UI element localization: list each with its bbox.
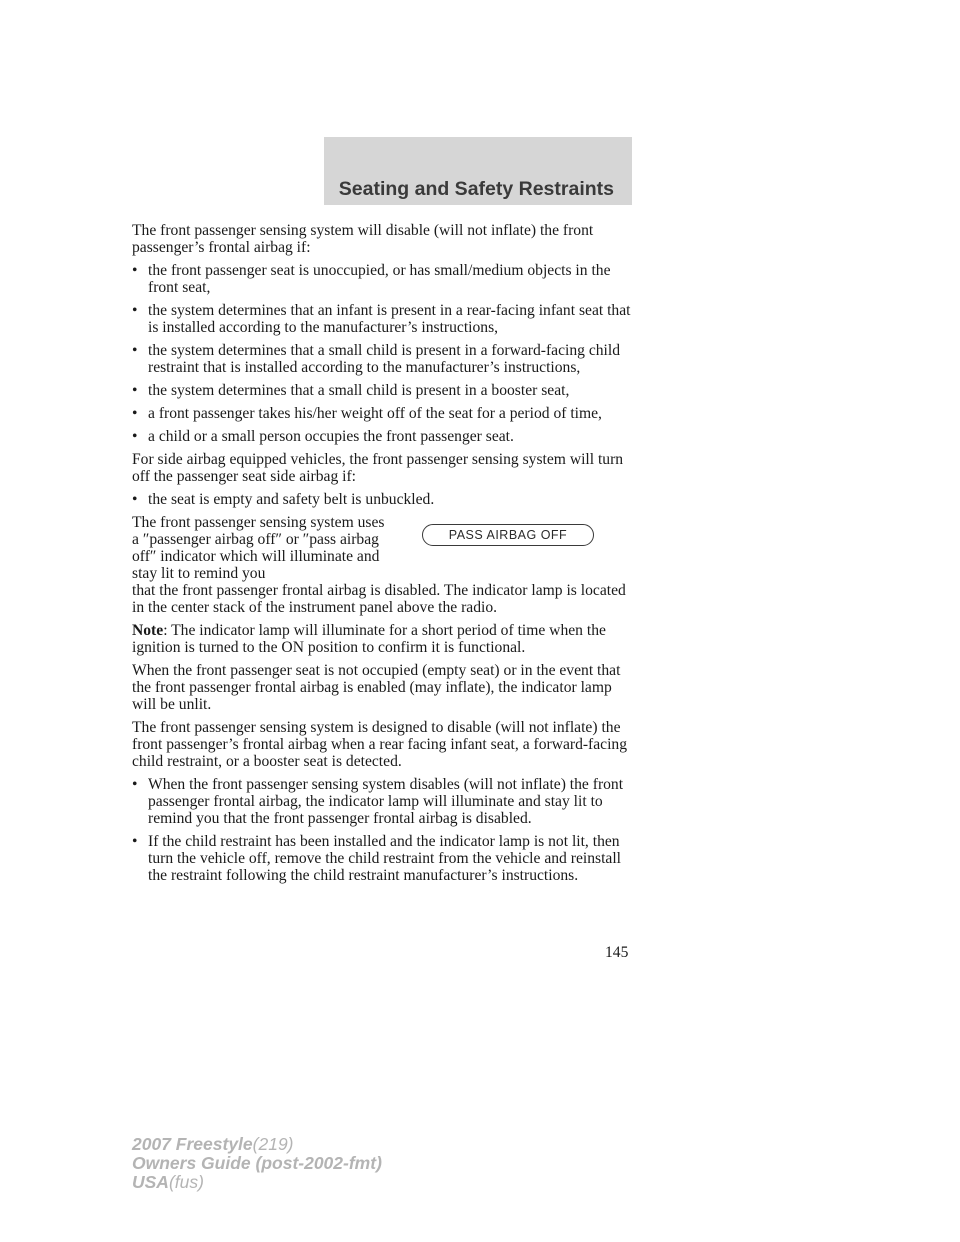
- page-number: 145: [605, 944, 629, 961]
- unlit-paragraph: When the front passenger seat is not occupied (empty seat) or in the event that the front passenger frontal airbag is enabled (may inflate), the indicator lamp will be unlit.: [132, 662, 621, 713]
- list-item: • the system determines that an infant is present in a rear-facing infant seat that is installed according to the manufacturer’s instructions,: [132, 302, 631, 336]
- footer-line-guide: Owners Guide (post-2002-fmt): [132, 1153, 382, 1173]
- pass-airbag-off-indicator-icon: PASS AIRBAG OFF: [422, 524, 594, 546]
- document-footer: [132, 1135, 382, 1192]
- bullet-icon: •: [132, 491, 138, 508]
- indicator-lamp-text: The front passenger sensing system uses a ″passenger airbag off″ or ″pass airbag off″ indicator which will illuminate and stay lit to remind you: [132, 514, 385, 582]
- note-text: : The indicator lamp will illuminate for a short period of time when the ignition is turned to the ON position to confirm it is functional.: [132, 622, 606, 656]
- list-item: • the front passenger seat is unoccupied, or has small/medium objects in the front seat,: [132, 262, 611, 296]
- indicator-lamp-paragraph: [132, 514, 637, 616]
- bullet-icon: •: [132, 342, 138, 359]
- section-title: Seating and Safety Restraints: [338, 178, 614, 200]
- guidance-list: [132, 776, 637, 884]
- note-label: Note: [132, 622, 164, 639]
- list-item: • When the front passenger sensing system disables (will not inflate) the front passenger frontal airbag, the indicator lamp will illuminate and stay lit to remind you that the front passenger frontal airbag is disabled.: [132, 776, 624, 827]
- footer-line-model: 2007 Freestyle(219): [132, 1134, 294, 1154]
- design-paragraph: The front passenger sensing system is designed to disable (will not inflate) the front passenger’s frontal airbag when a rear facing infant seat, a forward-facing child restraint, or a booster seat is detected.: [132, 719, 628, 770]
- indicator-lamp-text-continued: that the front passenger frontal airbag is disabled. The indicator lamp is located in the center stack of the instrument panel above the radio.: [132, 582, 626, 616]
- side-airbag-paragraph: For side airbag equipped vehicles, the front passenger sensing system will turn off the passenger seat side airbag if:: [132, 451, 624, 485]
- bullet-icon: •: [132, 405, 138, 422]
- intro-paragraph: The front passenger sensing system will disable (will not inflate) the front passenger’s frontal airbag if:: [132, 222, 594, 256]
- bullet-icon: •: [132, 382, 138, 399]
- bullet-icon: •: [132, 833, 138, 850]
- bullet-icon: •: [132, 776, 138, 793]
- disable-conditions-list: [132, 262, 637, 445]
- section-header: [324, 137, 632, 205]
- side-airbag-list: [132, 491, 637, 508]
- bullet-icon: •: [132, 262, 138, 279]
- list-item: • a front passenger takes his/her weight off of the seat for a period of time,: [132, 405, 602, 422]
- list-item: • the system determines that a small child is present in a forward-facing child restraint that is installed according to the manufacturer’s instructions,: [132, 342, 621, 376]
- list-item: • If the child restraint has been installed and the indicator lamp is not lit, then turn the vehicle off, remove the child restraint from the vehicle and reinstall the restraint following the child restraint manufacturer’s instructions.: [132, 833, 621, 884]
- footer-line-market: USA(fus): [132, 1172, 204, 1192]
- note-paragraph: [132, 622, 637, 656]
- page-body: [132, 222, 637, 890]
- bullet-icon: •: [132, 428, 138, 445]
- list-item: • a child or a small person occupies the front passenger seat.: [132, 428, 514, 445]
- bullet-icon: •: [132, 302, 138, 319]
- list-item: • the system determines that a small child is present in a booster seat,: [132, 382, 570, 399]
- list-item: • the seat is empty and safety belt is unbuckled.: [132, 491, 435, 508]
